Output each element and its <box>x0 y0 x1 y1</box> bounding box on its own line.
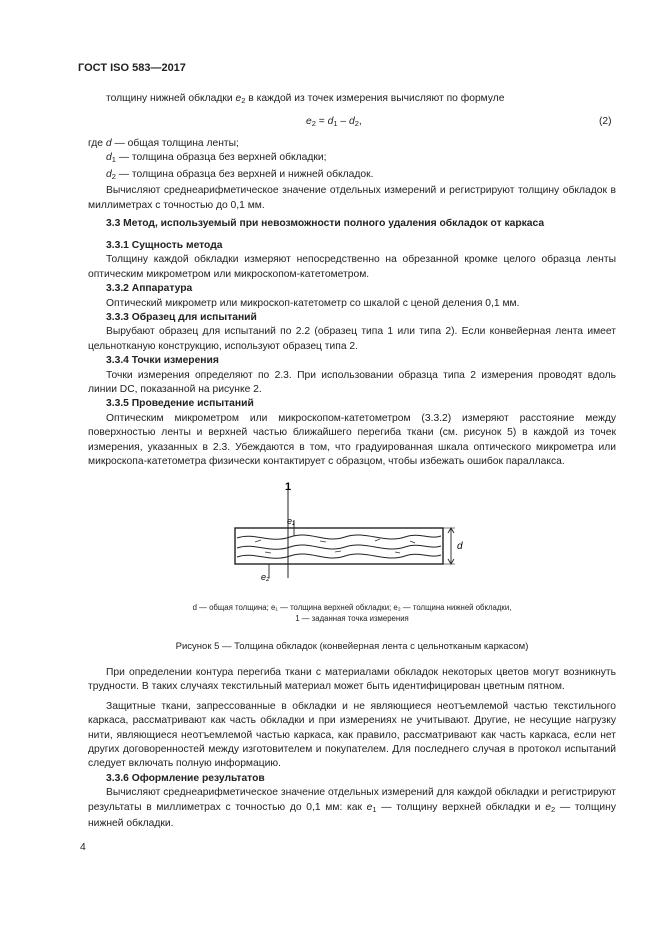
formula-number: (2) <box>599 116 612 127</box>
heading-3-3: 3.3 Метод, используемый при невозможности полного удаления обкладок от каркаса <box>106 218 545 229</box>
section-3-3-1 <box>88 239 616 470</box>
formula-d1-sub: 1 <box>333 119 338 128</box>
intro-var: e <box>235 93 242 104</box>
formula-tail: , <box>358 116 362 127</box>
where-line-d1: $d_1$ — толщина образца без верхней обкладки; <box>106 152 327 165</box>
paragraph-3-3-5: Оптическим микрометром или микроскопом-катетометром (3.3.2) измеряют расстояние между поверхностью ленты и верхней частью ближайшего перегиба ткани (см. рисунок 5) в каждой из точек измерения, указанных в 2.3. Убеждаются в том, что градуированная шкала оптического микрометра или микроскопа-катетометра физически контактирует с образцом, чтобы избежать ошибок параллакса. <box>88 412 616 468</box>
carcass-lower-ply <box>237 554 441 558</box>
label-e2: e₂ <box>261 572 270 582</box>
document-header: ГОСТ ISO 583—2017 <box>78 62 186 74</box>
section-3-3 <box>88 217 616 231</box>
paragraph-3-3-6: Вычисляют среднеарифметическое значение отдельных измерений для каждой обкладки и регистрируют результаты в миллиметрах с точностью до 0,1 мм: как $e_1$ — толщину верхней обкладки и $e_2$ — толщину нижней обкладки. <box>88 787 616 830</box>
formula-2 <box>306 116 362 128</box>
mean-paragraph: Вычисляют среднеарифметическое значение отдельных измерений и регистрируют толщину обкладок в миллиметрах с точностью до 0,1 мм. <box>88 185 616 211</box>
label-d: d <box>457 541 463 552</box>
figure-legend <box>88 602 616 624</box>
heading-3-3-1: 3.3.1 Сущность метода <box>106 240 223 251</box>
body-after-figure <box>88 666 616 831</box>
formula-d1: d <box>327 116 334 127</box>
intro-text: толщину нижней обкладки <box>106 93 236 104</box>
where-line-d: где d — общая толщина ленты; <box>88 138 239 149</box>
figure-legend-line-2: 1 — заданная точка измерения <box>295 614 409 623</box>
paragraph-3-3-2: Оптический микрометр или микроскоп-катетометр со шкалой с ценой деления 0,1 мм. <box>106 297 520 309</box>
figure-legend-line-1: d — общая толщина; e₁ — толщина верхней обкладки; e₂ — толщина нижней обкладки, <box>192 603 512 612</box>
carcass-upper-ply <box>237 535 441 539</box>
page-number: 4 <box>80 842 86 853</box>
formula-d2: d <box>349 116 355 127</box>
label-measurement-point: 1 <box>285 481 292 493</box>
where-line-d2: $d_2$ — толщина образца без верхней и нижней обкладок. <box>106 168 374 181</box>
figure-5-diagram <box>225 478 475 590</box>
paragraph-3-3-1: Толщину каждой обкладки измеряют непосредственно на обрезанной кромке целого образца ленты оптическим микрометром или микроскопом-катетометром. <box>88 254 616 280</box>
formula-eq: = <box>315 116 328 127</box>
heading-3-3-2: 3.3.2 Аппаратура <box>106 283 193 295</box>
intro-paragraph <box>88 92 616 108</box>
label-e1: e₁ <box>287 516 295 526</box>
intro-sub: 2 <box>241 96 246 105</box>
intro-text-end: в каждой из точек измерения вычисляют по формуле <box>245 93 505 104</box>
formula-lhs-sub: 2 <box>311 119 316 128</box>
carcass-middle-ply <box>237 545 441 549</box>
formula-minus: – <box>337 116 350 127</box>
fiber-marks <box>255 539 415 553</box>
heading-3-3-3: 3.3.3 Образец для испытаний <box>106 312 257 324</box>
paragraph-3-3-3: Вырубают образец для испытаний по 2.2 (образец типа 1 или типа 2). Если конвейерная лента имеет цельнотканую конструкцию, используют образец типа 2. <box>88 326 616 352</box>
where-block <box>88 137 616 213</box>
formula-lhs: e <box>306 116 312 127</box>
paragraph-3-3-4: Точки измерения определяют по 2.3. При использовании образца типа 2 измерения проводят вдоль линии DC, показанной на рисунке 2. <box>88 369 616 396</box>
heading-3-3-6: 3.3.6 Оформление результатов <box>106 772 265 784</box>
paragraph-contour: При определении контура перегиба ткани с материалами обкладок некоторых цветов могут возникнуть трудности. В таких случаях текстильный материал может быть идентифицирован цветным пятном. <box>88 667 616 693</box>
paragraph-protective-fabrics: Защитные ткани, запрессованные в обкладки и не являющиеся неотъемлемой частью текстильного каркаса, рассматривают как часть обкладки и при измерениях не учитывают. Другие, не несущие нагрузку нити, являющиеся неотъемлемой частью каркаса, как правило, рассматривают как часть каркаса, если нет других договоренностей между изготовителем и покупателем. Для последнего случая в протокол испытаний следует включать полную информацию. <box>88 700 616 770</box>
heading-3-3-5: 3.3.5 Проведение испытаний <box>106 398 254 410</box>
formula-d2-sub: 2 <box>354 119 359 128</box>
heading-3-3-4: 3.3.4 Точки измерения <box>106 355 219 367</box>
figure-caption: Рисунок 5 — Толщина обкладок (конвейерная лента с цельнотканым каркасом) <box>175 641 529 652</box>
